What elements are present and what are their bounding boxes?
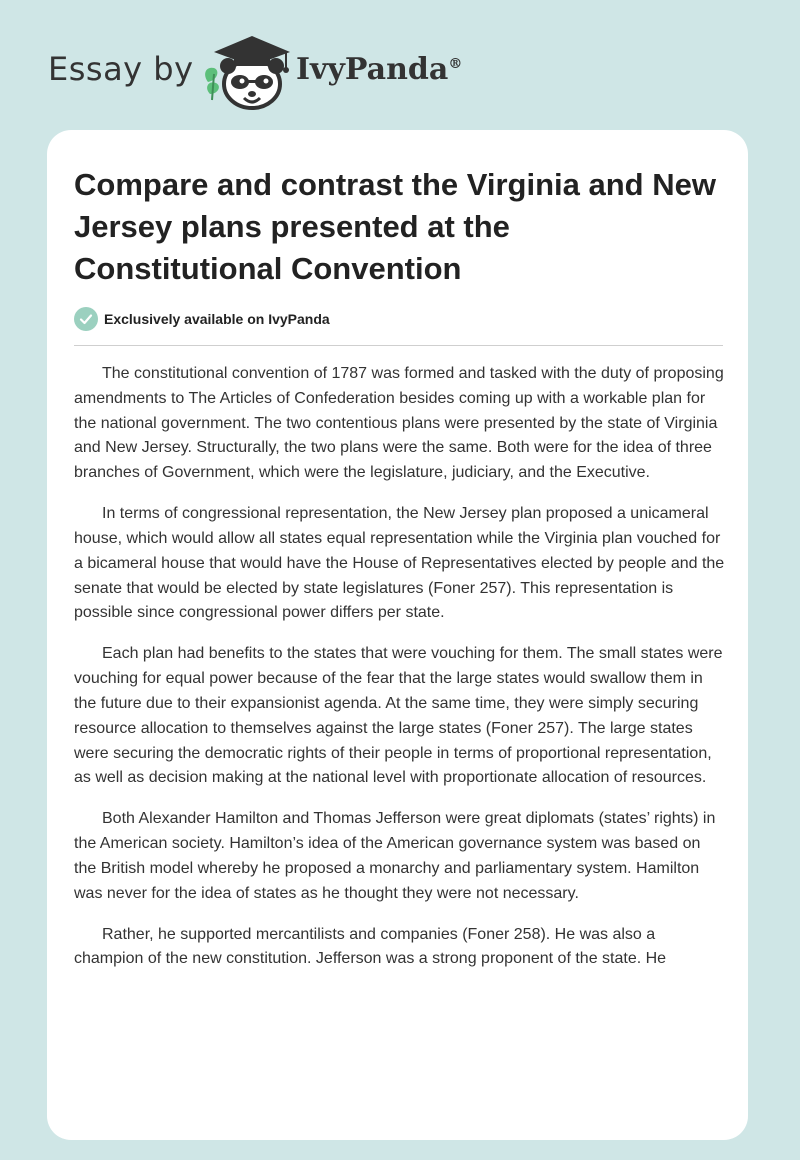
paragraph: Each plan had benefits to the states that were vouching for them. The small states were vouching for equal power because of the fear that the large states would swallow them in the future due to their expansionist agenda. At the same time, they were simply securing resource allocation to themselves against the large states (Foner 257). The large states were securing the democratic rights of their people in terms of proportional representation, as well as decision making at the national level with proportionate allocation of resources. <box>74 645 723 787</box>
paragraph: Both Alexander Hamilton and Thomas Jefferson were great diplomats (states’ rights) in the American society. Hamilton’s idea of the American governance system was based on the British model whereby he proposed a monarchy and parliamentary system. Hamilton was never for the idea of states as he thought they were not necessary. <box>74 810 716 902</box>
site-header <box>0 0 800 130</box>
check-icon <box>74 307 98 331</box>
essay-title: Compare and contrast the Virginia and New Jersey plans presented at the Constitutional Convention <box>74 167 716 286</box>
exclusive-badge-text: Exclusively available on IvyPanda <box>104 311 330 327</box>
paragraph: In terms of congressional representation, the New Jersey plan proposed a unicameral house, which would allow all states equal representation while the Virginia plan vouched for a bicameral house that would have the House of Representatives elected by people and the senate that would be elected by state legislatures (Foner 257). This representation is possible since congressional power differs per state. <box>74 505 725 622</box>
brand-text: IvyPanda <box>296 52 449 87</box>
paragraph: Rather, he supported mercantilists and companies (Foner 258). He was also a champion of the new constitution. Jefferson was a strong proponent of the state. He <box>74 925 667 968</box>
essay-body <box>74 362 726 988</box>
exclusive-badge <box>74 306 330 332</box>
brand-name[interactable] <box>296 52 462 87</box>
essay-card <box>47 130 748 1140</box>
title-divider <box>74 345 723 346</box>
essay-by-label: Essay by <box>48 50 194 88</box>
registered-mark: ® <box>448 56 463 72</box>
panda-logo-icon <box>200 34 292 110</box>
paragraph: The constitutional convention of 1787 was formed and tasked with the duty of proposing amendments to The Articles of Confederation besides coming up with a workable plan for the national government. The two contentious plans were presented by the state of Virginia and New Jersey. Structurally, the two plans were the same. Both were for the idea of three branches of Government, which were the legislature, judiciary, and the Executive. <box>74 365 724 482</box>
